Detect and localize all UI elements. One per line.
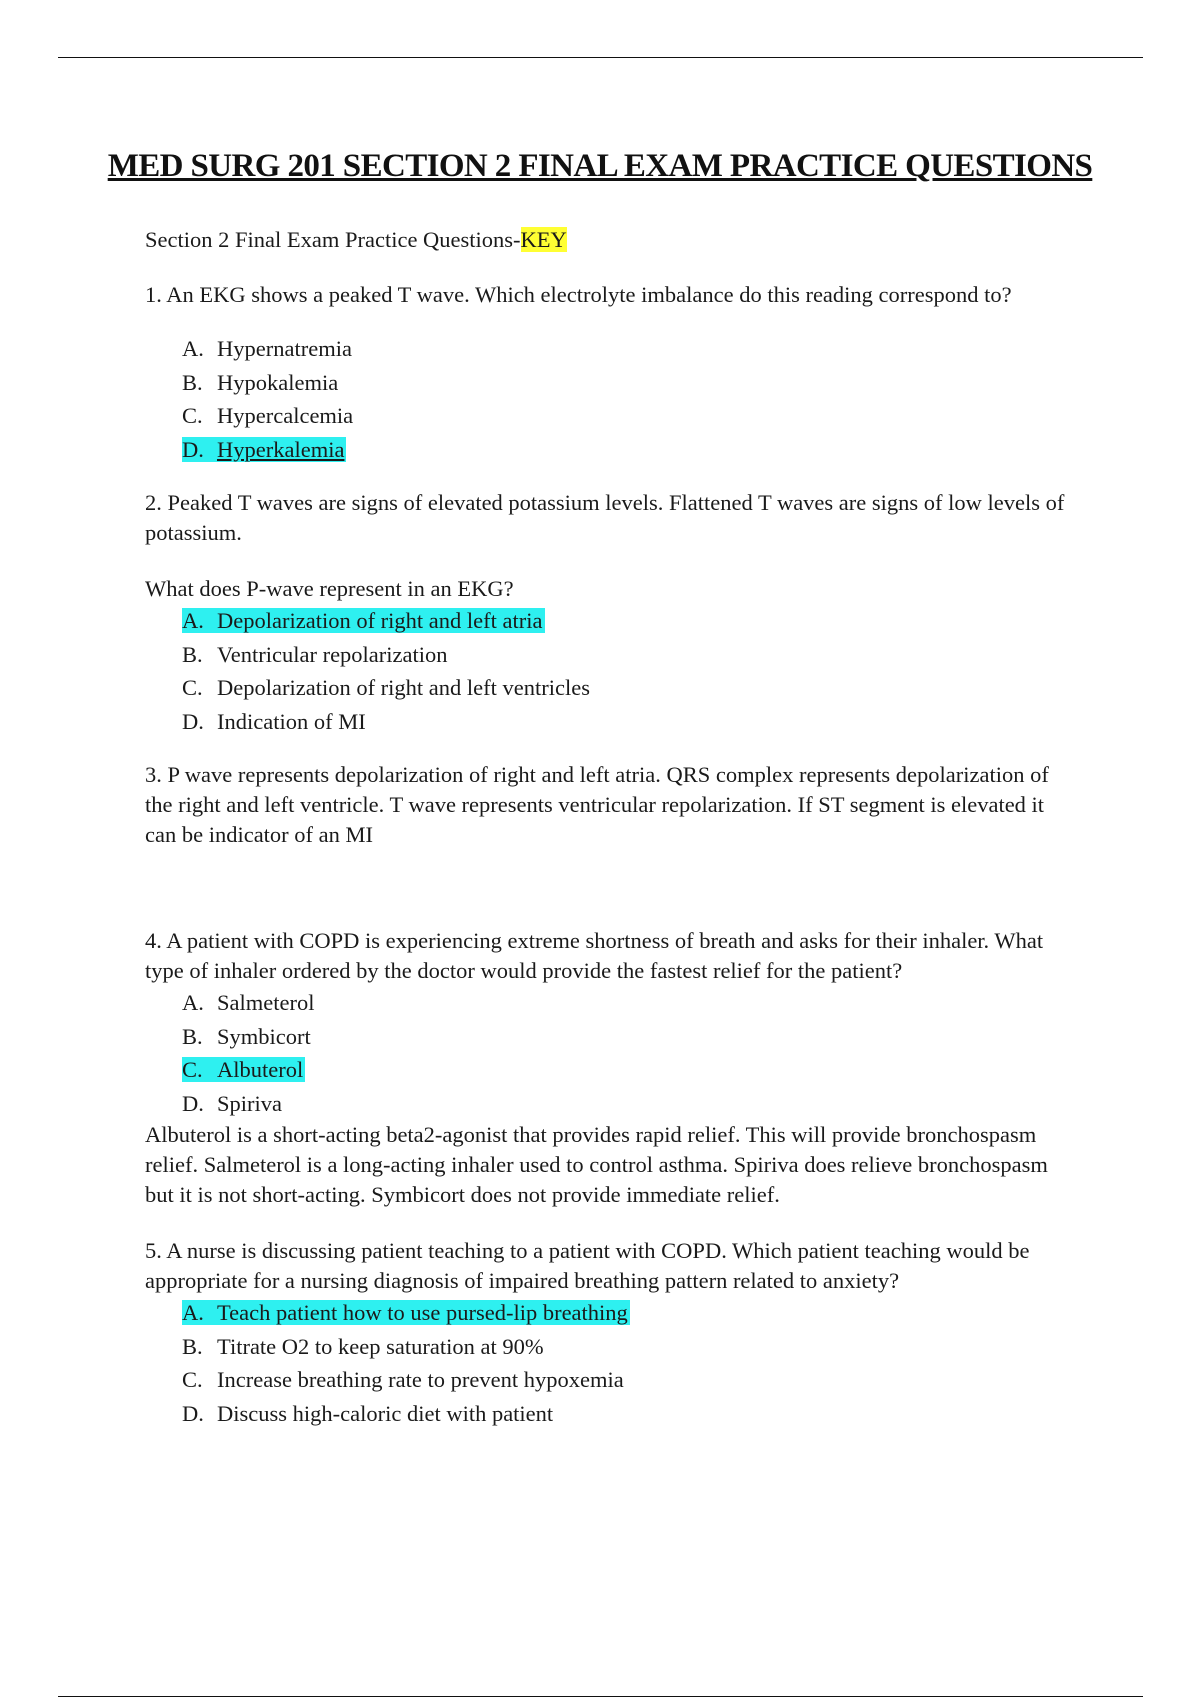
explanation-3: 3. P wave represents depolarization of right and left atria. QRS complex represents depolarization of the right and left ventricle. T wave represents ventricular repolarization. If ST segment is elevated it can be indicator of an MI [145,762,1049,847]
question-4-options [145,986,1075,1120]
option-correct: A. Teach patient how to use pursed-lip breathing [182,1300,628,1325]
option: B. Symbicort [182,1023,311,1049]
option: B. Hypokalemia [182,369,339,395]
subtitle-text: Section 2 Final Exam Practice Questions- [145,227,521,252]
question-1: 1. An EKG shows a peaked T wave. Which electrolyte imbalance do this reading correspond to? [145,282,1012,307]
key-badge: KEY [520,227,567,252]
document-title: MED SURG 201 SECTION 2 FINAL EXAM PRACTICE QUESTIONS [107,148,1093,184]
question-5: 5. A nurse is discussing patient teaching to a patient with COPD. Which patient teaching would be appropriate for a nursing diagnosis of impaired breathing pattern related to anxiety? [145,1238,1030,1293]
question-1-options [145,332,1075,466]
question-4: 4. A patient with COPD is experiencing extreme shortness of breath and asks for their inhaler. What type of inhaler ordered by the doctor would provide the fastest relief for the patient? [145,928,1044,983]
question-pwave: What does P-wave represent in an EKG? [145,576,514,601]
option: C. Increase breathing rate to prevent hypoxemia [182,1367,624,1392]
option: C. Depolarization of right and left ventricles [182,675,590,700]
option: D. Discuss high-caloric diet with patient [182,1400,554,1426]
question-pwave-options [145,604,1075,738]
option-correct: C. Albuterol [182,1057,304,1082]
option: A. Salmeterol [182,990,315,1015]
option: D. Indication of MI [182,708,366,734]
option: C. Hypercalcemia [182,403,354,428]
option: B. Titrate O2 to keep saturation at 90% [182,1333,544,1359]
option-correct: A. Depolarization of right and left atria [182,608,543,633]
document-body [145,225,1075,1430]
explanation-4: Albuterol is a short-acting beta2-agonist that provides rapid relief. This will provide bronchospasm relief. Salmeterol is a long-acting inhaler used to control asthma. Spiriva does relieve bronchospasm but it is not short-acting. Symbicort does not provide immediate relief. [145,1122,1048,1207]
bottom-rule [58,1696,1143,1697]
option-correct: D. Hyperkalemia [182,436,345,462]
top-rule [58,57,1143,58]
option: B. Ventricular repolarization [182,641,448,667]
question-5-options [145,1296,1075,1430]
subtitle [145,225,1075,255]
option: A. Hypernatremia [182,336,352,361]
explanation-2: 2. Peaked T waves are signs of elevated potassium levels. Flattened T waves are signs of low levels of potassium. [145,490,1065,545]
option: D. Spiriva [182,1090,282,1116]
